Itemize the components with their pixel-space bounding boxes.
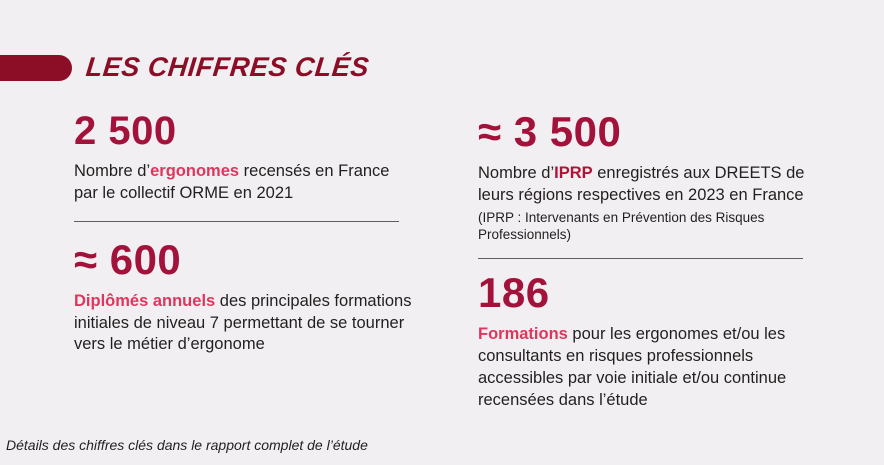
stat-formations-desc-post: pour les ergonomes et/ou les consultants en risques professionnels accessibles par voie initiale et/ou continue recensées dans l’étude — [478, 325, 787, 409]
right-column — [478, 108, 838, 415]
page-header — [0, 52, 369, 83]
stat-iprp-desc-post: enregistrés aux DREETS de leurs régions respectives en 2023 en France — [478, 164, 805, 205]
left-divider — [74, 221, 399, 222]
stat-formations — [478, 269, 838, 411]
footnote: Détails des chiffres clés dans le rapport complet de l’étude — [6, 437, 368, 453]
stat-diplomes-desc-post: des principales formations initiales de niveau 7 permettant de se tourner vers le métier d’ergonome — [74, 291, 412, 354]
page-title: LES CHIFFRES CLÉS — [84, 52, 371, 82]
stat-diplomes — [74, 236, 414, 357]
stat-iprp-desc-highlight: IPRP — [554, 164, 593, 183]
stat-ergonomes-desc-highlight: ergonomes — [150, 162, 240, 180]
stat-iprp-desc-pre: Nombre d’ — [478, 164, 555, 183]
header-accent-bar — [0, 55, 72, 81]
stat-iprp-description — [478, 163, 838, 207]
stat-formations-desc-highlight: Formations — [478, 325, 568, 344]
stat-formations-description — [478, 324, 838, 411]
stat-ergonomes — [74, 108, 414, 205]
stat-ergonomes-number: 2 500 — [74, 109, 177, 153]
stat-ergonomes-description — [74, 161, 414, 205]
stat-ergonomes-desc-pre: Nombre d’ — [74, 162, 151, 180]
right-divider — [478, 258, 803, 259]
stat-diplomes-number: ≈ 600 — [74, 235, 182, 283]
stat-iprp-number: ≈ 3 500 — [478, 108, 622, 155]
stat-diplomes-description — [74, 291, 414, 356]
stat-diplomes-desc-highlight: Diplômés annuels — [74, 291, 216, 310]
stat-formations-number: 186 — [478, 268, 550, 316]
stat-ergonomes-desc-post: recensés en France par le collectif ORME en 2021 — [74, 162, 390, 202]
stat-iprp — [478, 108, 838, 244]
left-column — [74, 108, 414, 360]
stat-iprp-note: (IPRP : Intervenants en Prévention des Risques Professionnels) — [478, 209, 765, 243]
